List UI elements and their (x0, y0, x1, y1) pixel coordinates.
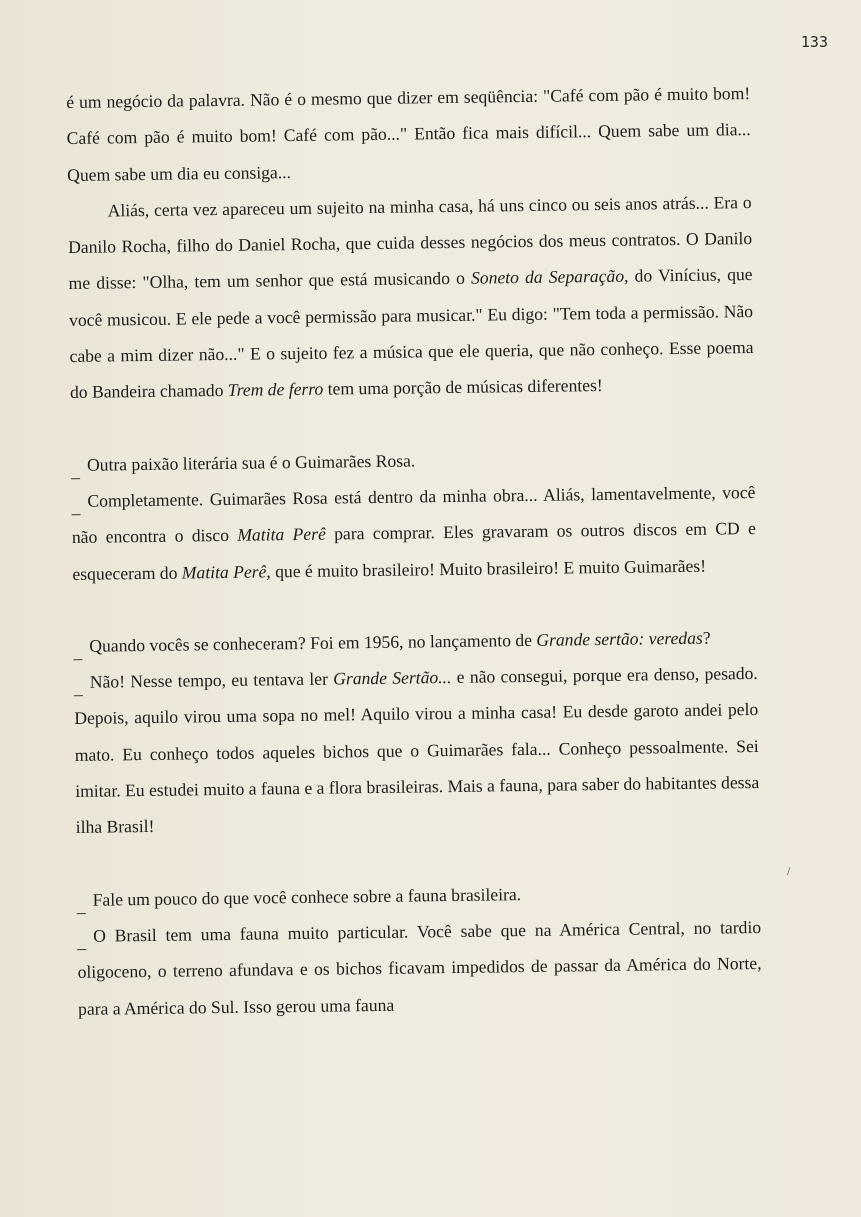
text-segment: Completamente. Guimarães Rosa está dentro da minha obra... Aliás, lamentavelmente, você não encontra o disco (71, 481, 756, 548)
italic-title: Soneto da Separação, (470, 266, 629, 289)
dialog-dash (74, 664, 90, 701)
text-segment: Fale um pouco do que você conhece sobre a fauna brasileira. (92, 883, 522, 910)
text-segment: Não! Nesse tempo, eu tentava ler (89, 668, 334, 692)
dialog-dash (71, 483, 87, 520)
text-segment: ? (702, 627, 711, 648)
italic-title: Matita Perê, (181, 560, 271, 583)
text-segment: que é muito brasileiro! Muito brasileiro! E muito Guimarães! (270, 555, 707, 581)
text-segment: tem uma porção de músicas diferentes! (323, 375, 603, 400)
text-segment: do Vinícius, que você musicou. E ele pede a você permissão para musicar." Eu digo: "Tem toda a permissão. Não cabe a mim dizer não..." E o sujeito fez a música que ele queria, que não conheço. Esse poema do Bandeira chamado (68, 264, 754, 403)
paragraph (67, 184, 754, 411)
dialog-paragraph (77, 909, 762, 1027)
text-segment: para comprar. Eles gravaram os outros discos em CD e esqueceram do (72, 518, 757, 584)
pencil-mark: / (787, 866, 791, 877)
dialog-dash (77, 918, 93, 955)
italic-title: Grande Sertão... (333, 667, 452, 689)
text-segment: Quando vocês se conheceram? Foi em 1956, no lançamento de (89, 629, 537, 656)
dialog-dash (73, 628, 89, 665)
text-segment: Aliás, certa vez apareceu um sujeito na minha casa, há uns cinco ou seis anos atrás... Era o Danilo Rocha, filho do Daniel Rocha, que cuida desses negócios dos meus contratos. O Danilo me disse: "Olha, tem um senhor que está musicando o (68, 191, 753, 294)
paragraph (66, 75, 751, 193)
italic-title: Grande sertão: veredas (536, 627, 703, 650)
italic-title: Trem de ferro (227, 379, 324, 401)
dialog-paragraph (71, 474, 756, 592)
text-segment: e não consegui, porque era denso, pesado. Depois, aquilo virou uma sopa no mel! Aquilo virou a minha casa! Eu desde garoto andei pelo mato. Eu conheço todos aqueles bichos que o Guimarães fala... Conheço pessoalmente. Sei imitar. Eu estudei muito a fauna e a flora brasileiras. Mais a fauna, para saber do habitantes dessa ilha Brasil! (74, 663, 760, 838)
page-number: 133 (800, 33, 828, 51)
dialog-dash (76, 881, 92, 918)
text-segment: é um negócio da palavra. Não é o mesmo que dizer em seqüência: "Café com pão é muito bom! Café com pão é muito bom! Café com pão..." Então fica mais difícil... Quem sabe um dia... Quem sabe um dia eu consiga... (66, 83, 751, 185)
dialog-paragraph (74, 655, 760, 845)
text-segment: O Brasil tem uma fauna muito particular. Você sabe que na América Central, no tardio oligoceno, o terreno afundava e os bichos ficavam impedidos de passar da América do Norte, para a América do Sul. Isso gerou uma fauna (77, 916, 762, 1019)
text-segment: Outra paixão literária sua é o Guimarães Rosa. (86, 450, 416, 475)
body-text (66, 75, 762, 1027)
italic-title: Matita Perê (237, 523, 326, 546)
dialog-dash (71, 446, 87, 483)
